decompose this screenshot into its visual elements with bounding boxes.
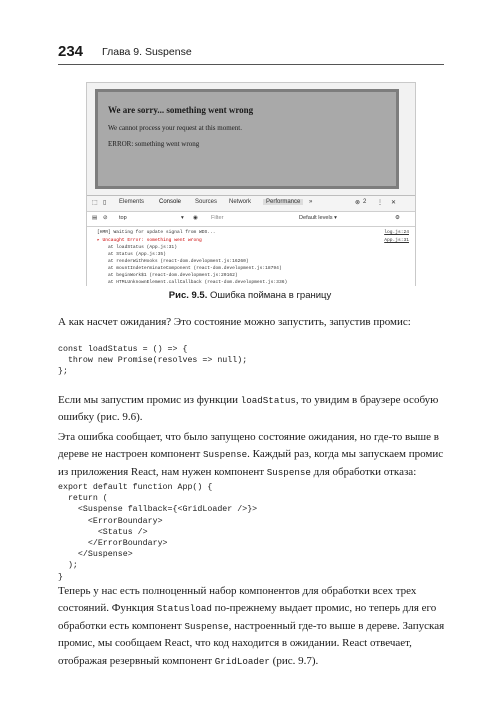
tab-elements[interactable]: Elements: [119, 199, 145, 205]
inline-code: Suspense: [203, 449, 248, 461]
error-count-icon: ⊗: [355, 200, 361, 206]
figure-caption: [86, 290, 414, 301]
paragraph: А как насчет ожидания? Это состояние можно запустить, запустив промис:: [58, 316, 411, 328]
inspect-icon[interactable]: ⬚: [92, 200, 98, 206]
page-number: 234: [58, 43, 84, 60]
console-line: at loadStatus (App.js:31): [97, 245, 177, 250]
figure-caption-text: Ошибка поймана в границу: [207, 290, 332, 301]
devtools-panel: [87, 195, 415, 286]
eye-icon[interactable]: ◉: [193, 215, 198, 221]
clear-console-icon[interactable]: ⊘: [103, 215, 108, 221]
tab-console[interactable]: Console: [159, 199, 182, 205]
console-line: at HTMLUnknownElement.callCallback (react-dom.development.js:336): [97, 280, 288, 285]
context-select[interactable]: top: [119, 215, 127, 221]
tab-sources[interactable]: Sources: [195, 199, 218, 205]
console-line: [HMR] Waiting for update signal from WDS...: [97, 230, 216, 235]
error-count-badge: 2: [363, 199, 367, 205]
error-fallback-box: [95, 89, 399, 189]
more-tabs-icon[interactable]: »: [309, 199, 313, 205]
code-block: export default function App() { return ( <Suspense fallback={<GridLoader />}> <ErrorBoundary> <Status /> </ErrorBoundary> </Suspense> ); }: [58, 483, 258, 582]
sidebar-toggle-icon[interactable]: ▤: [92, 215, 98, 221]
console-toolbar: [87, 212, 415, 227]
error-message: We cannot process your request at this moment.: [108, 124, 242, 132]
chapter-title: Глава 9. Suspense: [102, 46, 192, 58]
menu-dots-icon[interactable]: ⋮: [377, 200, 383, 206]
log-levels-select[interactable]: Default levels ▾: [299, 215, 337, 221]
inline-code: Suspense: [184, 620, 229, 632]
header-rule: [58, 64, 444, 65]
inline-code: Statusload: [156, 603, 212, 615]
paragraph: Теперь у нас есть полноценный набор компонентов для обработки всех трех состояний. Функция Statusload по-прежнему выдает промис, но теперь для его обработки есть компонент Suspense, настроенный где-то выше в дереве. Запуская промис, мы сообщаем React, что код находится в ожидании. React отвечает, отображая резервный компонент GridLoader (рис. 9.7).: [58, 585, 445, 667]
console-line: at beginWork$1 (react-dom.development.js:20162): [97, 273, 238, 278]
error-title: We are sorry... something went wrong: [108, 105, 254, 115]
console-line: at Status (App.js:35): [97, 252, 166, 257]
error-detail: ERROR: something went wrong: [108, 140, 200, 148]
inline-code: loadStatus: [240, 395, 296, 406]
inline-code: Suspense: [266, 466, 311, 478]
device-toggle-icon[interactable]: ▯: [103, 200, 107, 206]
running-header: [58, 44, 442, 60]
paragraph: Если мы запустим промис из функции loadStatus, то увидим в браузере особую ошибку (рис. 9.6).: [58, 394, 439, 424]
console-line: at renderWithHooks (react-dom.development.js:16260): [97, 259, 249, 264]
devtools-tab-bar: [87, 196, 415, 212]
paragraph: Эта ошибка сообщает, что было запущено состояние ожидания, но где-то выше в дереве не настроен компонент Suspense. Каждый раз, когда мы запускаем промис из приложения React, нам нужен компонент Suspense для обработки отказа:: [58, 431, 444, 478]
chevron-down-icon[interactable]: ▾: [181, 215, 184, 221]
console-line: at mountIndeterminateComponent (react-dom.development.js:18794): [97, 266, 282, 271]
console-line[interactable]: ▸ Uncaught Error: something went wrong: [97, 238, 202, 243]
figure-label: Рис. 9.5.: [168, 290, 208, 301]
filter-input[interactable]: Filter: [211, 215, 224, 221]
source-link[interactable]: App.js:31: [384, 238, 409, 243]
tab-performance[interactable]: Performance: [263, 199, 303, 205]
close-icon[interactable]: ✕: [391, 200, 397, 206]
gear-icon[interactable]: ⚙: [395, 215, 401, 221]
source-link[interactable]: log.js:24: [384, 230, 409, 235]
inline-code: GridLoader: [214, 655, 270, 667]
tab-network[interactable]: Network: [229, 199, 252, 205]
figure-screenshot: [86, 82, 416, 286]
code-block: const loadStatus = () => { throw new Promise(resolves => null); };: [58, 345, 248, 377]
